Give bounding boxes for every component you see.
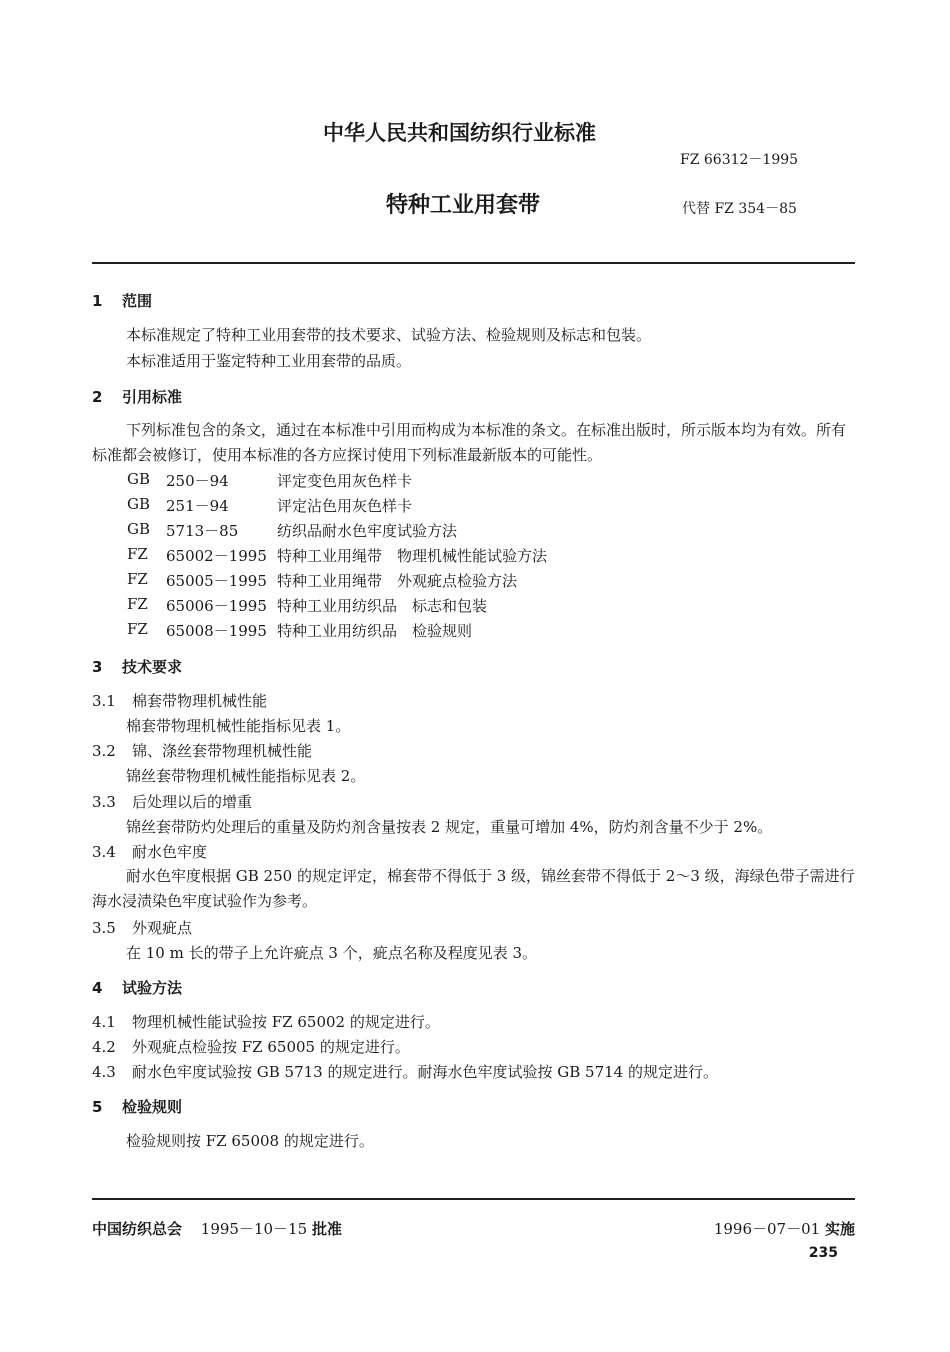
section-1-heading bbox=[92, 290, 152, 311]
approve-date: 1995－10－15 bbox=[200, 1220, 308, 1238]
subsection-title: 耐水色牢度 bbox=[132, 843, 208, 861]
section-number: 2 bbox=[92, 388, 103, 406]
ref-number: 65005－1995 bbox=[166, 572, 267, 590]
header-rule bbox=[92, 262, 855, 264]
page-number: 235 bbox=[808, 1245, 838, 1261]
footer-rule bbox=[92, 1198, 855, 1200]
replaces-note: 代替 FZ 354－85 bbox=[682, 201, 797, 217]
test-method-item bbox=[92, 1036, 410, 1057]
subsection-3-2-heading bbox=[92, 740, 312, 761]
item-text: 外观疵点检验按 FZ 65005 的规定进行。 bbox=[132, 1038, 410, 1056]
ref-number: 65002－1995 bbox=[166, 547, 267, 565]
subsection-number: 3.5 bbox=[92, 919, 116, 937]
subsection-number: 3.1 bbox=[92, 692, 116, 710]
ref-number: 65006－1995 bbox=[166, 597, 267, 615]
ref-title: 特种工业用绳带 外观疵点检验方法 bbox=[277, 572, 518, 590]
ref-number: 65008－1995 bbox=[166, 622, 267, 640]
ref-org: FZ bbox=[127, 545, 148, 563]
section-title: 检验规则 bbox=[122, 1098, 183, 1116]
section-5-heading bbox=[92, 1096, 182, 1117]
ref-title: 评定变色用灰色样卡 bbox=[277, 472, 413, 490]
subsection-number: 3.3 bbox=[92, 793, 116, 811]
subsection-3-3-text: 锦丝套带防灼处理后的重量及防灼剂含量按表 2 规定，重量可增加 4%，防灼剂含量不少于 2%。 bbox=[126, 818, 773, 836]
ref-org: FZ bbox=[127, 620, 148, 638]
section-3-heading bbox=[92, 656, 182, 677]
ref-org: FZ bbox=[127, 595, 148, 613]
item-number: 4.1 bbox=[92, 1013, 116, 1031]
ref-title: 特种工业用纺织品 标志和包装 bbox=[277, 597, 488, 615]
subsection-3-1-heading bbox=[92, 690, 267, 711]
ref-title: 评定沾色用灰色样卡 bbox=[277, 497, 413, 515]
section-title: 引用标准 bbox=[122, 388, 183, 406]
section-1-line-2: 本标准适用于鉴定特种工业用套带的品质。 bbox=[126, 352, 412, 370]
ref-title: 特种工业用纺织品 检验规则 bbox=[277, 622, 473, 640]
section-number: 5 bbox=[92, 1098, 103, 1116]
section-title: 技术要求 bbox=[122, 658, 183, 676]
item-text: 耐水色牢度试验按 GB 5713 的规定进行。耐海水色牢度试验按 GB 5714 的规定进行。 bbox=[132, 1063, 718, 1081]
ref-org: FZ bbox=[127, 570, 148, 588]
impl-label: 实施 bbox=[824, 1220, 855, 1238]
subsection-title: 后处理以后的增重 bbox=[132, 793, 253, 811]
section-number: 1 bbox=[92, 292, 103, 310]
item-text: 物理机械性能试验按 FZ 65002 的规定进行。 bbox=[132, 1013, 440, 1031]
footer-approval bbox=[92, 1218, 342, 1239]
section-2-paragraph: 下列标准包含的条文，通过在本标准中引用而构成为本标准的条文。在标准出版时，所示版本均为有效。所有标准都会被修订，使用本标准的各方应探讨使用下列标准最新版本的可能性。 bbox=[92, 421, 847, 464]
document-title: 特种工业用套带 bbox=[386, 193, 541, 218]
subsection-3-1-text: 棉套带物理机械性能指标见表 1。 bbox=[126, 717, 351, 735]
standard-category: 中华人民共和国纺织行业标准 bbox=[323, 121, 596, 145]
ref-number: 251－94 bbox=[166, 497, 229, 515]
subsection-3-5-text: 在 10 m 长的带子上允许疵点 3 个，疵点名称及程度见表 3。 bbox=[126, 944, 538, 962]
section-4-heading bbox=[92, 977, 182, 998]
subsection-3-4-text: 耐水色牢度根据 GB 250 的规定评定，棉套带不得低于 3 级，锦丝套带不得低于 2～3 级，海绿色带子需进行海水浸渍染色牢度试验作为参考。 bbox=[92, 867, 855, 910]
section-5-text: 检验规则按 FZ 65008 的规定进行。 bbox=[126, 1132, 374, 1150]
section-title: 范围 bbox=[122, 292, 153, 310]
ref-title: 特种工业用绳带 物理机械性能试验方法 bbox=[277, 547, 548, 565]
subsection-number: 3.2 bbox=[92, 742, 116, 760]
section-title: 试验方法 bbox=[122, 979, 183, 997]
subsection-title: 锦、涤丝套带物理机械性能 bbox=[132, 742, 313, 760]
item-number: 4.2 bbox=[92, 1038, 116, 1056]
subsection-title: 棉套带物理机械性能 bbox=[132, 692, 268, 710]
ref-org: GB bbox=[127, 520, 151, 538]
subsection-3-2-text: 锦丝套带物理机械性能指标见表 2。 bbox=[126, 767, 366, 785]
subsection-3-3-heading bbox=[92, 791, 252, 812]
subsection-title: 外观疵点 bbox=[132, 919, 193, 937]
section-number: 4 bbox=[92, 979, 103, 997]
section-1-line-1: 本标准规定了特种工业用套带的技术要求、试验方法、检验规则及标志和包装。 bbox=[126, 326, 652, 344]
ref-number: 250－94 bbox=[166, 472, 229, 490]
ref-number: 5713－85 bbox=[166, 522, 239, 540]
section-2-heading bbox=[92, 386, 182, 407]
issuer: 中国纺织总会 bbox=[92, 1220, 183, 1238]
subsection-3-5-heading bbox=[92, 917, 192, 938]
test-method-item bbox=[92, 1061, 718, 1082]
ref-org: GB bbox=[127, 495, 151, 513]
approve-label: 批准 bbox=[311, 1220, 342, 1238]
impl-date: 1996－07－01 bbox=[713, 1220, 821, 1238]
test-method-item bbox=[92, 1011, 440, 1032]
footer-implementation bbox=[714, 1218, 855, 1239]
ref-org: GB bbox=[127, 470, 151, 488]
subsection-3-4-heading bbox=[92, 841, 207, 862]
ref-title: 纺织品耐水色牢度试验方法 bbox=[277, 522, 458, 540]
section-number: 3 bbox=[92, 658, 103, 676]
subsection-number: 3.4 bbox=[92, 843, 116, 861]
item-number: 4.3 bbox=[92, 1063, 116, 1081]
standard-code: FZ 66312－1995 bbox=[680, 152, 799, 168]
